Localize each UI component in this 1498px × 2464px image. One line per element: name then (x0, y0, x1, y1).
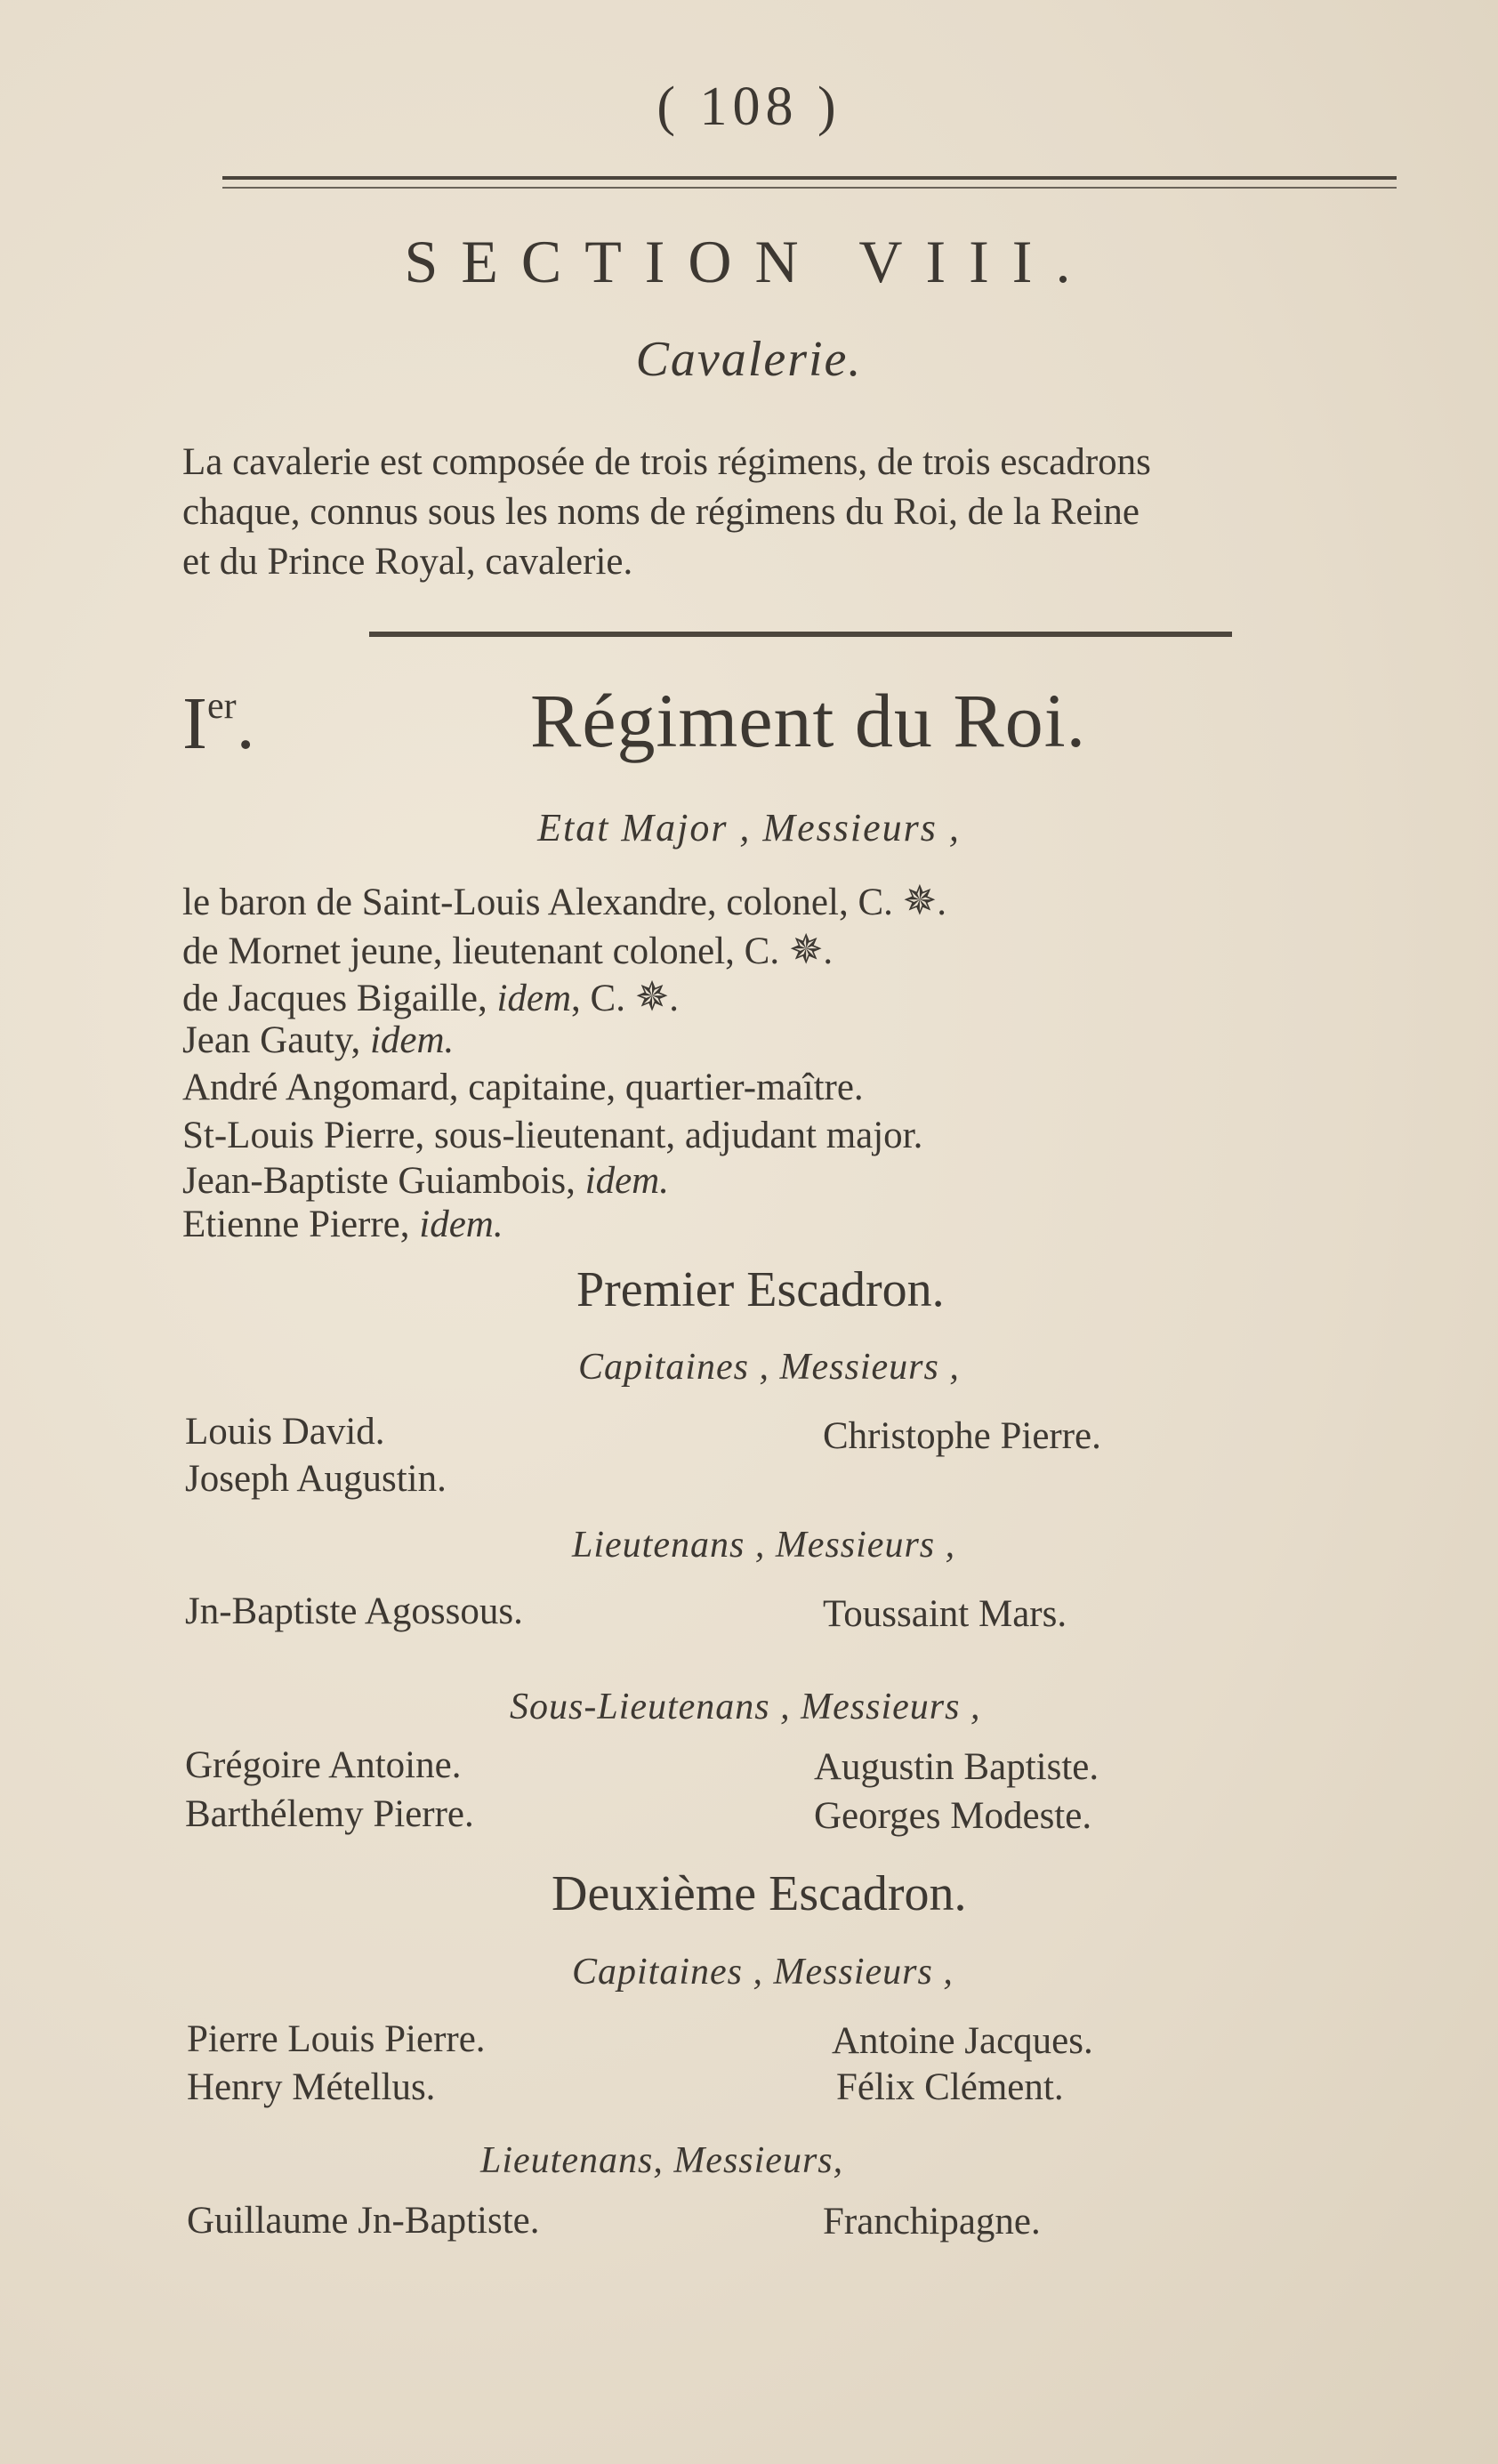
officer-name: Antoine Jacques. (832, 2020, 1093, 2062)
staff-line: André Angomard, capitaine, quartier-maître. (182, 1067, 864, 1108)
officer-name: Grégoire Antoine. (185, 1744, 462, 1786)
intro-line-1: La cavalerie est composée de trois régimens, de trois escadrons (182, 441, 1151, 483)
section-subtitle: Cavalerie. (635, 332, 863, 387)
premier-escadron-title: Premier Escadron. (576, 1262, 945, 1317)
capitaines-heading: Capitaines , Messieurs , (572, 1952, 954, 1993)
regiment-number: Ier. (182, 682, 255, 765)
officer-name: Pierre Louis Pierre. (187, 2018, 486, 2060)
cross-of-honour-icon: ✵ (788, 927, 824, 972)
section-title: SECTION VIII. (404, 228, 1094, 295)
staff-line: St-Louis Pierre, sous-lieutenant, adjudant major. (182, 1115, 923, 1156)
staff-line: Jean-Baptiste Guiambois, idem. (182, 1160, 669, 1202)
middle-rule (369, 632, 1232, 637)
top-rule-thin (222, 187, 1397, 189)
intro-line-3: et du Prince Royal, cavalerie. (182, 541, 633, 583)
officer-name: Toussaint Mars. (823, 1593, 1067, 1635)
officer-name: Joseph Augustin. (185, 1458, 447, 1500)
lieutenans-heading: Lieutenans, Messieurs, (480, 2140, 844, 2181)
officer-name: Franchipagne. (823, 2201, 1041, 2243)
officer-name: Henry Métellus. (187, 2066, 436, 2108)
staff-line: le baron de Saint-Louis Alexandre, colonel, C. ✵. (182, 878, 946, 923)
officer-name: Félix Clément. (836, 2066, 1064, 2108)
regiment-title: Régiment du Roi. (530, 678, 1087, 763)
cross-of-honour-icon: ✵ (634, 974, 670, 1019)
staff-line: de Mornet jeune, lieutenant colonel, C. ✵. (182, 927, 834, 972)
officer-name: Augustin Baptiste. (814, 1746, 1099, 1788)
lieutenans-heading: Lieutenans , Messieurs , (572, 1525, 956, 1566)
etat-major-heading: Etat Major , Messieurs , (537, 806, 961, 850)
officer-name: Barthélemy Pierre. (185, 1793, 474, 1835)
officer-name: Louis David. (185, 1411, 385, 1453)
page-number: ( 108 ) (656, 76, 842, 137)
staff-line: Etienne Pierre, idem. (182, 1204, 503, 1245)
staff-line: de Jacques Bigaille, idem, C. ✵. (182, 974, 680, 1019)
sous-lieutenans-heading: Sous-Lieutenans , Messieurs , (510, 1687, 981, 1727)
capitaines-heading: Capitaines , Messieurs , (578, 1347, 960, 1388)
staff-line: Jean Gauty, idem. (182, 1019, 455, 1061)
intro-line-2: chaque, connus sous les noms de régimens du Roi, de la Reine (182, 491, 1140, 533)
officer-name: Christophe Pierre. (823, 1415, 1101, 1457)
officer-name: Guillaume Jn-Baptiste. (187, 2200, 540, 2242)
top-rule (222, 176, 1397, 180)
officer-name: Jn-Baptiste Agossous. (185, 1590, 523, 1632)
deuxieme-escadron-title: Deuxième Escadron. (552, 1866, 967, 1921)
officer-name: Georges Modeste. (814, 1795, 1092, 1837)
cross-of-honour-icon: ✵ (902, 878, 938, 923)
